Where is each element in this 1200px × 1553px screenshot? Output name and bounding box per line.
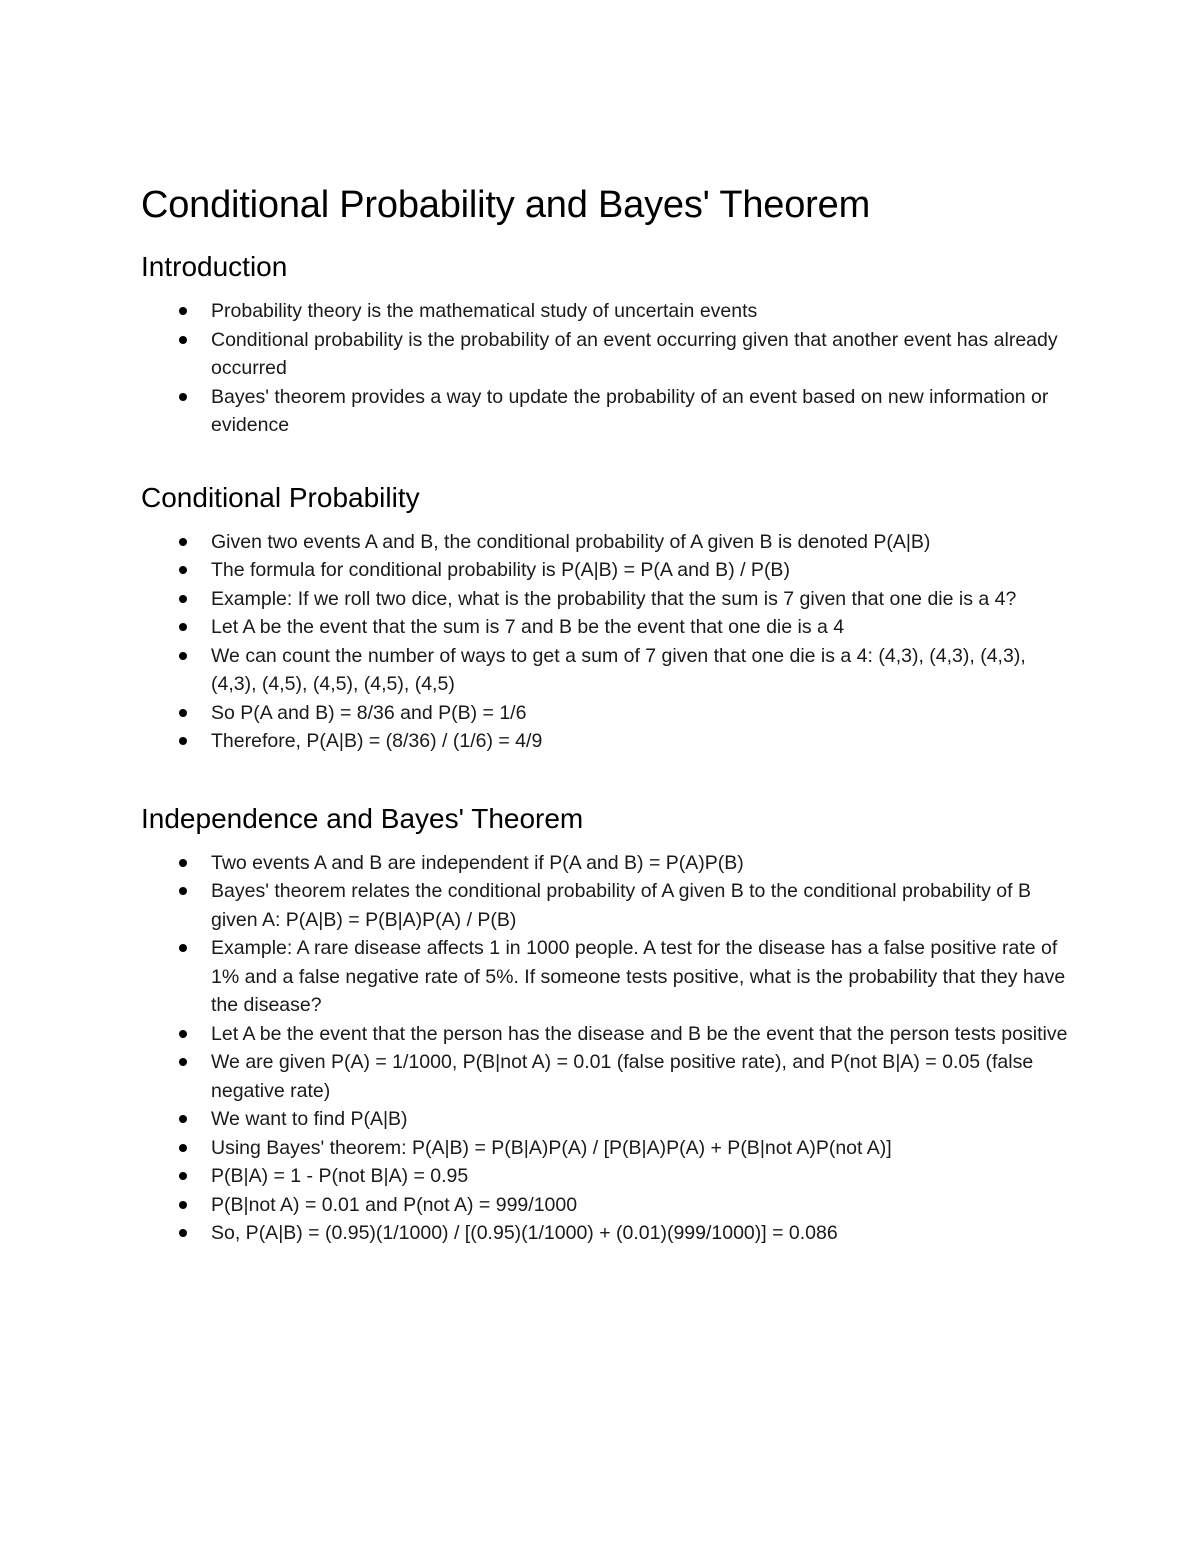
list-item (141, 556, 1071, 585)
bullet-icon (179, 1115, 187, 1123)
list-item (141, 1020, 1071, 1049)
list-item-text: Probability theory is the mathematical study of uncertain events (211, 300, 758, 322)
bullet-icon (179, 709, 187, 717)
bullet-icon (179, 336, 187, 344)
bullet-icon (179, 1058, 187, 1066)
list-item-text: We want to find P(A|B) (211, 1108, 408, 1130)
list-item-text: We are given P(A) = 1/1000, P(B|not A) = 0.01 (false positive rate), and P(not B|A) = 0.05 (false negative rate) (211, 1051, 1034, 1102)
list-item (141, 642, 1071, 699)
list-item-text: Conditional probability is the probability of an event occurring given that another event has already occurred (211, 328, 1058, 379)
bullet-icon (179, 1144, 187, 1152)
list-item-text: Given two events A and B, the conditional probability of A given B is denoted P(A|B) (211, 530, 931, 553)
list-item (141, 1162, 1071, 1191)
bullet-icon (179, 887, 187, 895)
list-item (141, 727, 1071, 756)
list-item-text: P(B|not A) = 0.01 and P(not A) = 999/1000 (211, 1193, 578, 1216)
list-item-text: So, P(A|B) = (0.95)(1/1000) / [(0.95)(1/1000) + (0.01)(999/1000)] = 0.086 (211, 1222, 838, 1244)
list-item (141, 383, 1071, 440)
bullet-icon (179, 1172, 187, 1180)
conditional-probability-list (141, 528, 1071, 756)
bullet-icon (179, 1229, 187, 1237)
list-item (141, 1105, 1071, 1134)
list-item-text: Example: A rare disease affects 1 in 1000 people. A test for the disease has a false positive rate of 1% and a false negative rate of 5%. If someone tests positive, what is the probability that they have the disease? (211, 937, 1066, 1016)
list-item (141, 1134, 1071, 1163)
list-item-text: Let A be the event that the sum is 7 and B be the event that one die is a 4 (211, 616, 845, 638)
list-item (141, 849, 1071, 878)
bullet-icon (179, 307, 187, 315)
list-item-text: Using Bayes' theorem: P(A|B) = P(B|A)P(A) / [P(B|A)P(A) + P(B|not A)P(not A)] (211, 1136, 892, 1159)
list-item-text: Let A be the event that the person has the disease and B be the event that the person tests positive (211, 1022, 1068, 1045)
list-item (141, 1048, 1071, 1105)
list-item-text: P(B|A) = 1 - P(not B|A) = 0.95 (211, 1165, 469, 1187)
introduction-list (141, 297, 1071, 440)
list-item-text: The formula for conditional probability is P(A|B) = P(A and B) / P(B) (211, 559, 790, 581)
bullet-icon (179, 393, 187, 401)
independence-bayes-list (141, 849, 1071, 1248)
list-item-text: Example: If we roll two dice, what is the probability that the sum is 7 given that one die is a 4? (211, 587, 1017, 610)
list-item-text: Therefore, P(A|B) = (8/36) / (1/6) = 4/9 (211, 730, 543, 752)
bullet-icon (179, 652, 187, 660)
list-item (141, 613, 1071, 642)
list-item (141, 585, 1071, 614)
list-item (141, 297, 1071, 326)
list-item (141, 326, 1071, 383)
list-item (141, 528, 1071, 557)
bullet-icon (179, 566, 187, 574)
section-heading-independence-bayes: Independence and Bayes' Theorem (141, 802, 584, 834)
bullet-icon (179, 595, 187, 603)
bullet-icon (179, 1201, 187, 1209)
bullet-icon (179, 538, 187, 546)
section-heading-introduction: Introduction (141, 251, 288, 282)
document-title: Conditional Probability and Bayes' Theorem (141, 184, 871, 226)
document-page (141, 180, 1071, 1248)
bullet-icon (179, 1030, 187, 1038)
list-item (141, 1191, 1071, 1220)
bullet-icon (179, 859, 187, 867)
list-item-text: We can count the number of ways to get a sum of 7 given that one die is a 4: (4,3), (4,3), (4,3), (4,3), (4,5), (4,5), (4,5), (4,5) (211, 644, 1026, 695)
list-item-text: Bayes' theorem relates the conditional probability of A given B to the conditional probability of B given A: P(A|B) = P(B|A)P(A) / P(B) (211, 880, 1031, 931)
list-item (141, 699, 1071, 728)
bullet-icon (179, 944, 187, 952)
list-item (141, 1219, 1071, 1248)
list-item (141, 877, 1071, 934)
section-heading-conditional-probability: Conditional Probability (141, 481, 420, 513)
list-item-text: Bayes' theorem provides a way to update the probability of an event based on new information or evidence (211, 385, 1049, 436)
list-item-text: So P(A and B) = 8/36 and P(B) = 1/6 (211, 701, 527, 724)
list-item-text: Two events A and B are independent if P(A and B) = P(A)P(B) (211, 851, 744, 874)
list-item (141, 934, 1071, 1020)
bullet-icon (179, 623, 187, 631)
bullet-icon (179, 737, 187, 745)
